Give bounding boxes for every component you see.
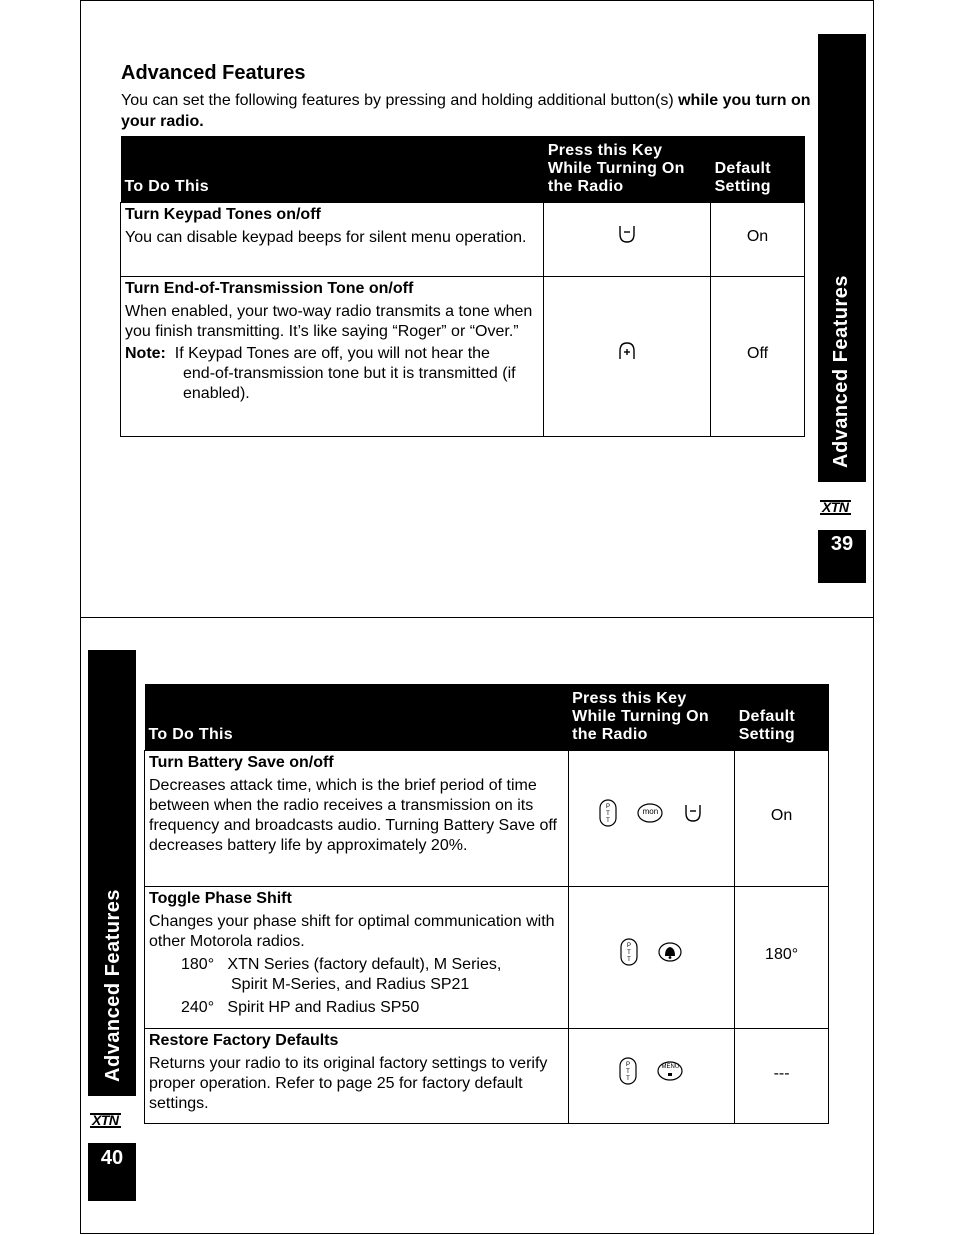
key-cell <box>568 886 735 1028</box>
phase-180-continued: Spirit M-Series, and Radius SP21 <box>231 975 470 993</box>
page-number: 39 <box>818 530 866 583</box>
header-to-do-this: To Do This <box>145 684 569 750</box>
xtn-logo <box>820 499 851 515</box>
key-cell <box>568 750 735 886</box>
feature-description: Changes your phase shift for optimal communication with other Motorola radios. <box>149 912 555 950</box>
menu-key-icon <box>656 1060 684 1088</box>
xtn-logo-text: XTN <box>92 1112 119 1128</box>
table-header-row <box>145 684 829 750</box>
feature-description: When enabled, your two-way radio transmits a tone when you finish transmitting. It’s like saying “Roger” or “Over.” <box>125 302 533 340</box>
call-alert-key-icon <box>657 941 683 969</box>
svg-text:T: T <box>606 811 611 817</box>
side-tab-bottom <box>88 650 136 1096</box>
page-number: 40 <box>88 1143 136 1201</box>
side-tab-top <box>818 34 866 482</box>
key-cell <box>544 202 711 276</box>
feature-cell <box>121 202 544 276</box>
table-row <box>121 276 805 436</box>
intro-bold-text: while you turn on your radio. <box>121 92 811 130</box>
default-setting: 180° <box>735 886 829 1028</box>
key-cell <box>568 1028 735 1123</box>
feature-title: Toggle Phase Shift <box>149 889 292 907</box>
svg-text:P: P <box>626 1061 631 1068</box>
note-text-rest: end-of-transmission tone but it is transmitted (if enabled). <box>183 364 516 402</box>
page-title: Advanced Features <box>121 62 306 84</box>
mon-key-label: mon <box>642 807 659 816</box>
table-row <box>121 202 805 276</box>
ptt-key-icon <box>598 798 618 834</box>
svg-text:P: P <box>606 804 611 810</box>
note <box>125 344 539 404</box>
feature-cell <box>145 886 569 1028</box>
default-setting: --- <box>735 1028 829 1123</box>
feature-description: Decreases attack time, which is the brief period of time between when the radio receives a transmission on its frequency and broadcasts audio. Turning Battery Save off decreases battery life by approximately 20%. <box>149 776 557 854</box>
xtn-logo-text: XTN <box>822 499 849 515</box>
svg-text:T: T <box>626 1068 631 1075</box>
side-tab-label: Advanced Features <box>102 888 124 1082</box>
feature-description: You can disable keypad beeps for silent menu operation. <box>125 228 527 246</box>
side-tab-label: Advanced Features <box>830 274 852 468</box>
feature-title: Turn End-of-Transmission Tone on/off <box>125 279 414 297</box>
default-setting: On <box>735 750 829 886</box>
svg-text:T: T <box>606 818 611 824</box>
ptt-key-icon <box>619 937 639 973</box>
feature-description: Returns your radio to its original factory settings to verify proper operation. Refer to page 25 for factory default settings. <box>149 1054 548 1112</box>
key-cell <box>544 276 711 436</box>
table-row <box>145 886 829 1028</box>
header-to-do-this: To Do This <box>121 136 544 202</box>
feature-cell <box>145 1028 569 1123</box>
volume-down-key-icon <box>616 222 638 252</box>
intro-paragraph <box>121 90 811 132</box>
features-table-bottom <box>144 684 829 1124</box>
note-text-first: If Keypad Tones are off, you will not hear the <box>174 344 490 362</box>
header-press-key: Press this Key While Turning On the Radio <box>568 684 735 750</box>
default-setting: On <box>711 202 805 276</box>
table-row <box>145 1028 829 1123</box>
xtn-logo <box>90 1112 121 1128</box>
phase-240-line: 240° Spirit HP and Radius SP50 <box>181 998 420 1016</box>
default-setting: Off <box>711 276 805 436</box>
phase-180-line: 180° XTN Series (factory default), M Series, <box>181 955 502 973</box>
svg-text:T: T <box>626 1075 631 1082</box>
feature-title: Restore Factory Defaults <box>149 1031 339 1049</box>
feature-cell <box>145 750 569 886</box>
note-label: Note: <box>125 344 166 362</box>
feature-title: Turn Battery Save on/off <box>149 753 334 771</box>
intro-text: You can set the following features by pressing and holding additional button(s) <box>121 92 679 109</box>
menu-key-label: MENU <box>661 1063 680 1070</box>
mon-key-icon <box>636 802 664 830</box>
feature-title: Turn Keypad Tones on/off <box>125 205 321 223</box>
table-row <box>145 750 829 886</box>
table-header-row <box>121 136 805 202</box>
svg-text:T: T <box>627 950 632 956</box>
header-press-key: Press this Key While Turning On the Radio <box>544 136 711 202</box>
features-table-top <box>120 136 805 437</box>
svg-text:P: P <box>627 943 632 949</box>
header-default-setting: Default Setting <box>735 684 829 750</box>
volume-up-key-icon <box>616 339 638 369</box>
header-default-setting: Default Setting <box>711 136 805 202</box>
feature-cell <box>121 276 544 436</box>
svg-text:T: T <box>627 957 632 963</box>
ptt-key-icon <box>618 1056 638 1092</box>
volume-down-key-icon <box>682 801 704 831</box>
